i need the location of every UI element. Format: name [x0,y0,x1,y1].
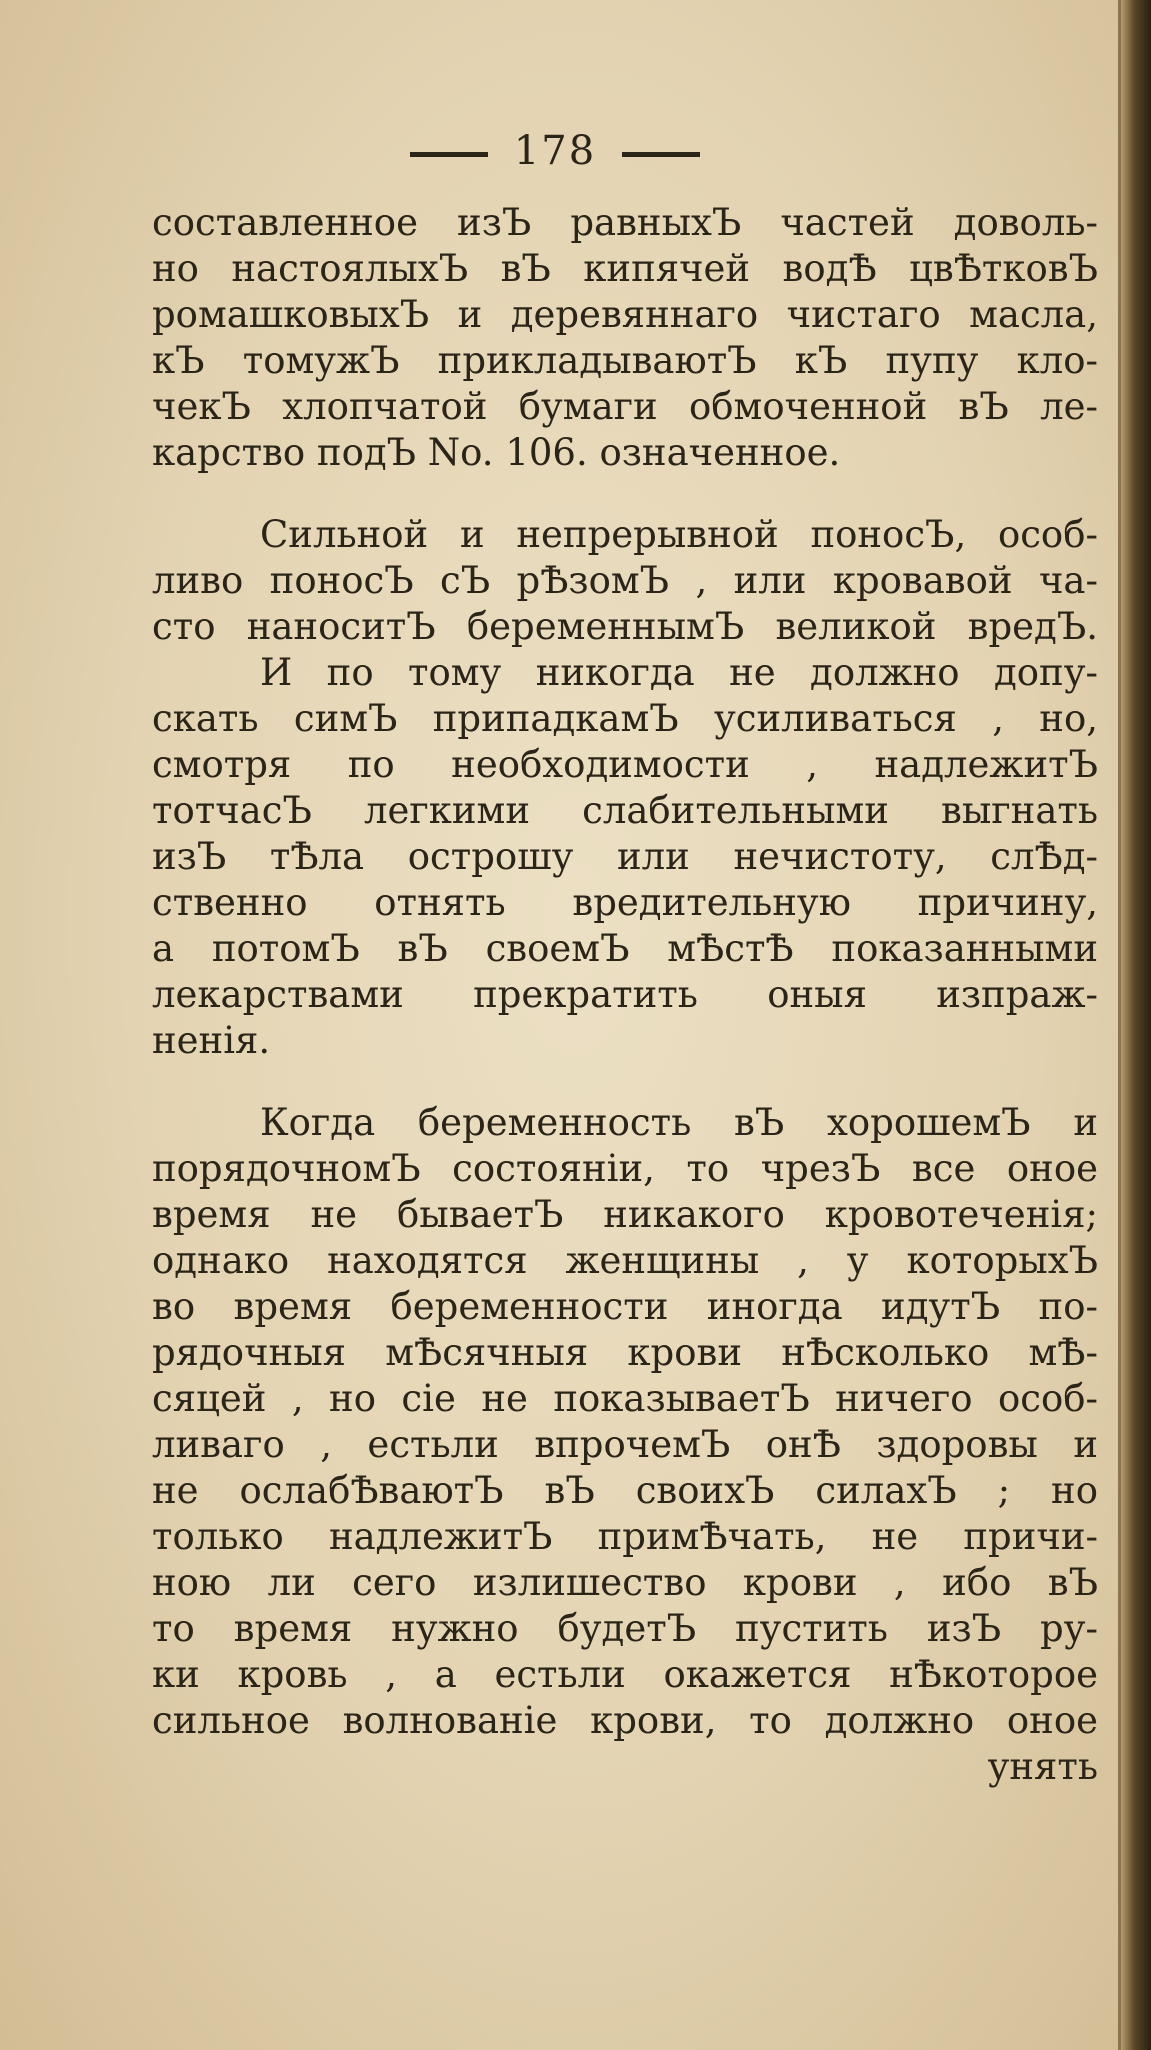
catchword: унять [987,1745,1098,1788]
text-line: то время нужно будетЪ пустить изЪ ру- [152,1607,1098,1650]
text-line: ственно отнять вредительную причину, [152,881,1098,924]
paragraph-gap [152,476,1098,512]
text-line: карство подЪ No. 106. означенное. [152,431,841,474]
page-header [0,128,1110,174]
text-line: Когда беременность вЪ хорошемЪ и [260,1101,1098,1144]
text-line: время не бываетЪ никакого кровотеченія; [152,1193,1098,1236]
body-text [152,200,1098,1790]
text-line: ки кровь , а естьли окажется нѢкоторое [152,1653,1098,1696]
text-line: а потомЪ вЪ своемЪ мѢстѢ показанными [152,927,1098,970]
text-line: скать симЪ припадкамЪ усиливаться , но, [152,697,1098,740]
text-line: составленное изЪ равныхЪ частей доволь- [152,201,1098,244]
text-line: сяцей , но сіе не показываетЪ ничего особ- [152,1377,1098,1420]
paragraph-gap [152,1064,1098,1100]
text-line: кЪ томужЪ прикладываютЪ кЪ пупу кло- [152,339,1098,382]
text-line: ливаго , естьли впрочемЪ онѢ здоровы и [152,1423,1098,1466]
text-line: лекарствами прекратить оныя изпраж- [152,973,1098,1016]
text-line: изЪ тѢла острошу или нечистоту, слѢд- [152,835,1098,878]
text-line: но настоялыхЪ вЪ кипячей водѢ цвѢтковЪ [152,247,1098,290]
book-spine-edge [1121,0,1151,2050]
text-line: ливо поносЪ сЪ рѢзомЪ , или кровавой ча- [152,559,1098,602]
text-line: сильное волнованіе крови, то должно оное [152,1699,1098,1742]
text-line: не ослабѢваютЪ вЪ своихЪ силахЪ ; но [152,1469,1098,1512]
text-line: во время беременности иногда идутЪ по- [152,1285,1098,1328]
text-line: чекЪ хлопчатой бумаги обмоченной вЪ ле- [152,385,1098,428]
page-number: 178 [513,128,597,174]
text-line: порядочномЪ состояніи, то чрезЪ все оное [152,1147,1098,1190]
text-line: ною ли сего излишество крови , ибо вЪ [152,1561,1098,1604]
text-line: тотчасЪ легкими слабительными выгнать [152,789,1098,832]
text-line: только надлежитЪ примѢчать, не причи- [152,1515,1098,1558]
text-line: рядочныя мѢсячныя крови нѢсколько мѢ- [152,1331,1098,1374]
text-line: сто наноситЪ беременнымЪ великой вредЪ. [152,605,1098,648]
text-line: смотря по необходимости , надлежитЪ [152,743,1098,786]
text-line: Сильной и непрерывной поносЪ, особ- [260,513,1098,556]
text-line: И по тому никогда не должно допу- [260,651,1098,694]
text-line: однако находятся женщины , у которыхЪ [152,1239,1098,1282]
text-line: ромашковыхЪ и деревяннаго чистаго масла, [152,293,1098,336]
header-dash-left [410,152,488,157]
text-line: ненія. [152,1019,271,1062]
header-dash-right [622,152,700,157]
